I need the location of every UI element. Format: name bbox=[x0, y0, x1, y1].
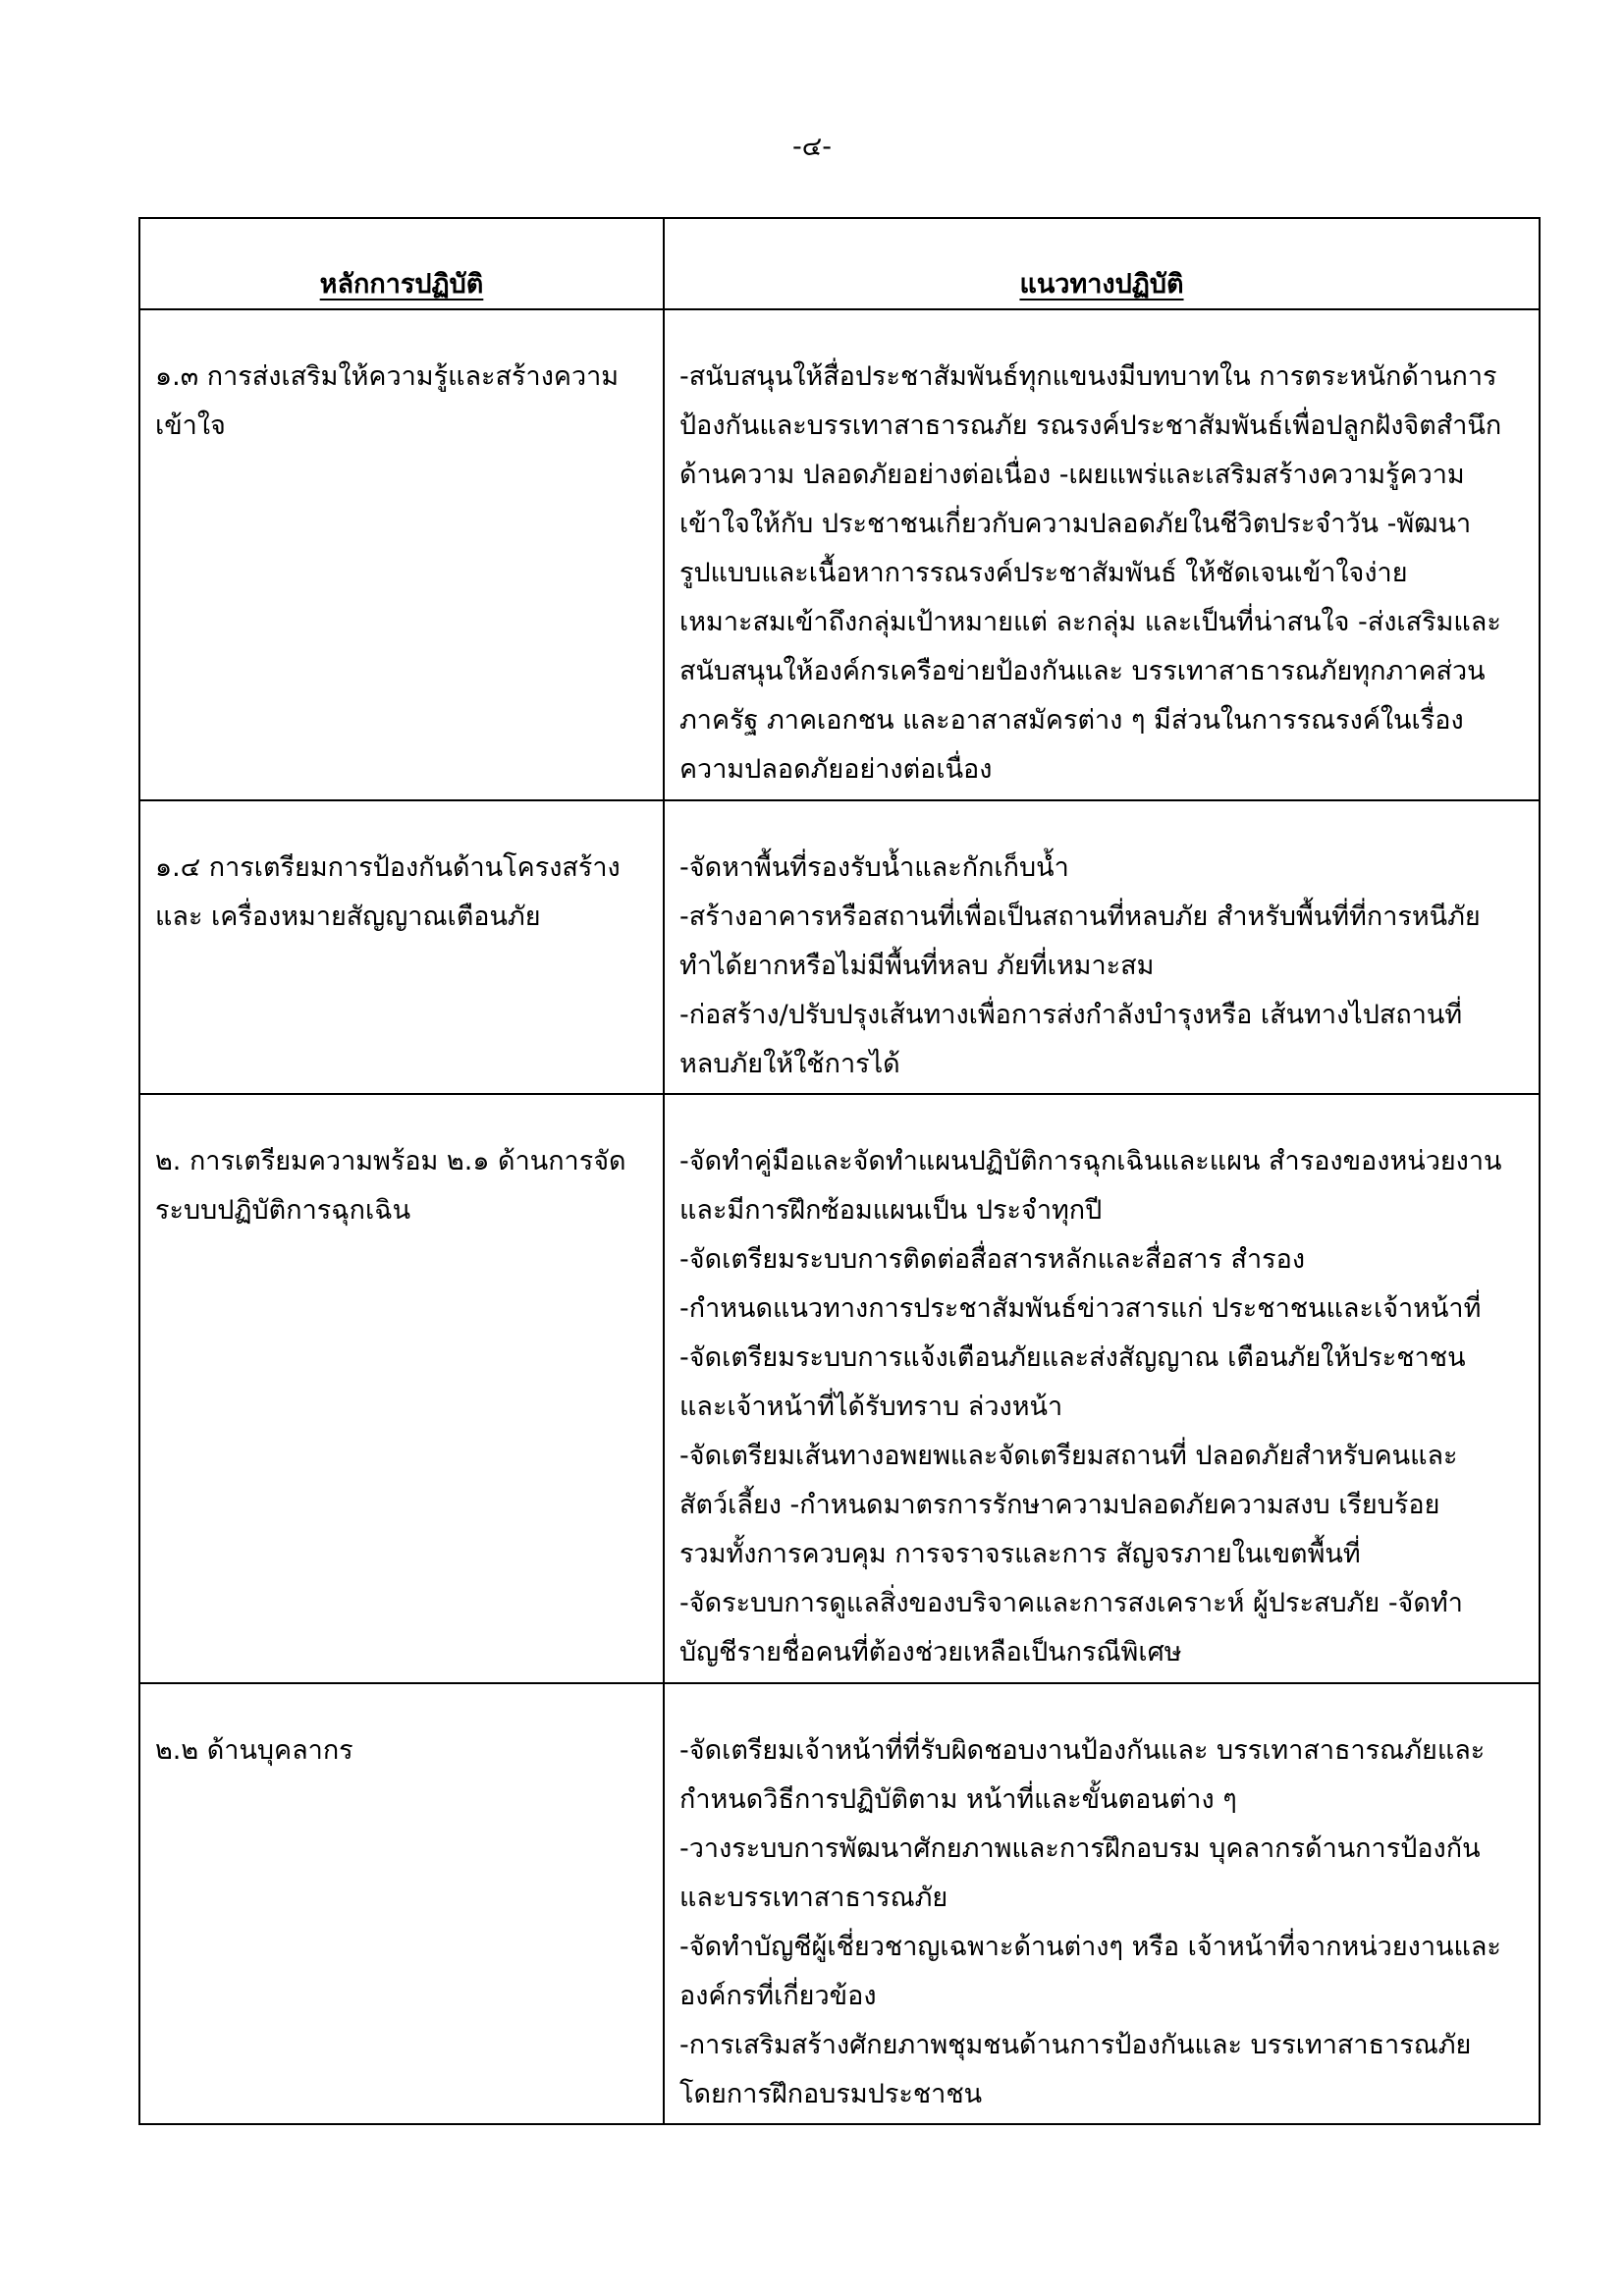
guideline-cell bbox=[664, 800, 1540, 1094]
table-row bbox=[139, 1683, 1540, 2124]
guideline-line: และบรรเทาสาธารณภัย bbox=[679, 1883, 948, 1913]
guideline-line: -จัดหาพื้นที่รองรับน้ำและกักเก็บน้ำ bbox=[679, 852, 1069, 883]
page-number: -๔- bbox=[792, 132, 832, 162]
guideline-line: -วางระบบการพัฒนาศักยภาพและการฝึกอบรม บุคลากรด้านการป้องกัน bbox=[679, 1833, 1481, 1864]
guideline-line: รูปแบบและเนื้อหาการรณรงค์ประชาสัมพันธ์ ให้ชัดเจนเข้าใจง่าย bbox=[679, 558, 1408, 588]
guideline-line: องค์กรที่เกี่ยวข้อง bbox=[679, 1981, 877, 2011]
practice-table bbox=[138, 217, 1541, 2125]
guideline-line: สัตว์เลี้ยง -กำหนดมาตรการรักษาความปลอดภัยความสงบ เรียบร้อย bbox=[679, 1490, 1440, 1520]
principle-line: ๑.๓ การส่งเสริมให้ความรู้และสร้างความ bbox=[155, 361, 620, 392]
table-header-row bbox=[139, 218, 1540, 309]
guideline-line: และเจ้าหน้าที่ได้รับทราบ ล่วงหน้า bbox=[679, 1392, 1063, 1422]
guideline-line: -กำหนดแนวทางการประชาสัมพันธ์ข่าวสารแก่ ประชาชนและเจ้าหน้าที่ bbox=[679, 1293, 1482, 1324]
principle-line: เข้าใจ bbox=[155, 410, 226, 441]
guideline-line: -สนับสนุนให้สื่อประชาสัมพันธ์ทุกแขนงมีบทบาทใน การตระหนักด้านการ bbox=[679, 361, 1497, 392]
principle-cell bbox=[139, 309, 664, 800]
principle-line: ๑.๔ การเตรียมการป้องกันด้านโครงสร้าง bbox=[155, 852, 621, 883]
principle-cell bbox=[139, 1094, 664, 1683]
principle-line: ระบบปฏิบัติการฉุกเฉิน bbox=[155, 1195, 411, 1226]
guideline-line: สนับสนุนให้องค์กรเครือข่ายป้องกันและ บรรเทาสาธารณภัยทุกภาคส่วน bbox=[679, 656, 1486, 686]
guideline-cell bbox=[664, 309, 1540, 800]
guideline-line: -การเสริมสร้างศักยภาพชุมชนด้านการป้องกันและ บรรเทาสาธารณภัย bbox=[679, 2030, 1472, 2060]
guideline-line: กำหนดวิธีการปฏิบัติตาม หน้าที่และขั้นตอนต่าง ๆ bbox=[679, 1784, 1237, 1815]
guideline-line: -จัดทำบัญชีผู้เชี่ยวชาญเฉพาะด้านต่างๆ หรือ เจ้าหน้าที่จากหน่วยงานและ bbox=[679, 1932, 1501, 1962]
guideline-line: -จัดระบบการดูแลสิ่งของบริจาคและการสงเคราะห์ ผู้ประสบภัย -จัดทำ bbox=[679, 1588, 1463, 1618]
principle-line: ๒.๒ ด้านบุคลากร bbox=[155, 1735, 353, 1766]
guideline-line: -สร้างอาคารหรือสถานที่เพื่อเป็นสถานที่หลบภัย สำหรับพื้นที่ที่การหนีภัย bbox=[679, 902, 1481, 932]
guideline-line: -จัดเตรียมระบบการแจ้งเตือนภัยและส่งสัญญาณ เตือนภัยให้ประชาชน bbox=[679, 1342, 1466, 1373]
guideline-line: ความปลอดภัยอย่างต่อเนื่อง bbox=[679, 754, 993, 785]
guideline-line: ทำได้ยากหรือไม่มีพื้นที่หลบ ภัยที่เหมาะสม bbox=[679, 951, 1155, 981]
guideline-line: ด้านความ ปลอดภัยอย่างต่อเนื่อง -เผยแพร่และเสริมสร้างความรู้ความ bbox=[679, 460, 1465, 490]
table-row bbox=[139, 309, 1540, 800]
header-guidelines: แนวทางปฏิบัติ bbox=[664, 218, 1540, 309]
guideline-line: -จัดทำคู่มือและจัดทำแผนปฏิบัติการฉุกเฉินและแผน สำรองของหน่วยงาน bbox=[679, 1146, 1502, 1176]
principle-line: และ เครื่องหมายสัญญาณเตือนภัย bbox=[155, 902, 541, 932]
guideline-line: และมีการฝึกซ้อมแผนเป็น ประจำทุกปี bbox=[679, 1195, 1103, 1226]
guideline-line: บัญชีรายชื่อคนที่ต้องช่วยเหลือเป็นกรณีพิเศษ bbox=[679, 1637, 1182, 1667]
principle-line: ๒. การเตรียมความพร้อม ๒.๑ ด้านการจัด bbox=[155, 1146, 626, 1176]
guideline-line: -จัดเตรียมระบบการติดต่อสื่อสารหลักและสื่อสาร สำรอง bbox=[679, 1244, 1306, 1275]
guideline-line: ภาครัฐ ภาคเอกชน และอาสาสมัครต่าง ๆ มีส่วนในการรณรงค์ในเรื่อง bbox=[679, 705, 1464, 736]
guideline-line: หลบภัยให้ใช้การได้ bbox=[679, 1049, 900, 1079]
table-row bbox=[139, 1094, 1540, 1683]
guideline-line: รวมทั้งการควบคุม การจราจรและการ สัญจรภายในเขตพื้นที่ bbox=[679, 1539, 1361, 1569]
guideline-line: ป้องกันและบรรเทาสาธารณภัย รณรงค์ประชาสัมพันธ์เพื่อปลูกฝังจิตสำนึก bbox=[679, 410, 1502, 441]
guideline-line: -จัดเตรียมเส้นทางอพยพและจัดเตรียมสถานที่ ปลอดภัยสำหรับคนและ bbox=[679, 1441, 1458, 1471]
guideline-line: -จัดเตรียมเจ้าหน้าที่ที่รับผิดชอบงานป้องกันและ บรรเทาสาธารณภัยและ bbox=[679, 1735, 1486, 1766]
guideline-line: โดยการฝึกอบรมประชาชน bbox=[679, 2079, 983, 2109]
principle-cell bbox=[139, 1683, 664, 2124]
header-principles: หลักการปฏิบัติ bbox=[139, 218, 664, 309]
table-row bbox=[139, 800, 1540, 1094]
guideline-cell bbox=[664, 1094, 1540, 1683]
guideline-cell bbox=[664, 1683, 1540, 2124]
guideline-line: เหมาะสมเข้าถึงกลุ่มเป้าหมายแต่ ละกลุ่ม และเป็นที่น่าสนใจ -ส่งเสริมและ bbox=[679, 607, 1501, 637]
guideline-line: เข้าใจให้กับ ประชาชนเกี่ยวกับความปลอดภัยในชีวิตประจำวัน -พัฒนา bbox=[679, 509, 1472, 539]
principle-cell bbox=[139, 800, 664, 1094]
guideline-line: -ก่อสร้าง/ปรับปรุงเส้นทางเพื่อการส่งกำลังบำรุงหรือ เส้นทางไปสถานที่ bbox=[679, 1000, 1463, 1030]
